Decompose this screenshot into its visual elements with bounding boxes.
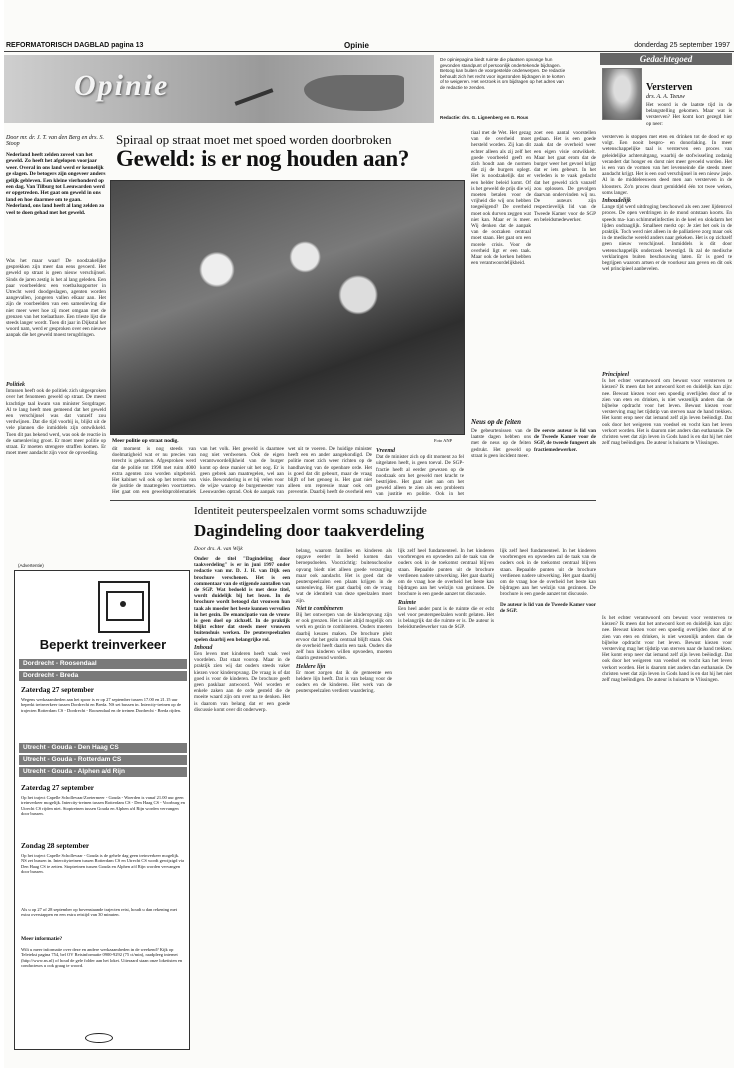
article2-sub-ruimte: Ruimte xyxy=(398,599,417,606)
ad-title: Beperkt treinverkeer xyxy=(39,637,167,652)
article1-col3 xyxy=(112,446,196,496)
banner-word: Opinie xyxy=(74,69,170,102)
article2-col3 xyxy=(398,548,494,1050)
ad-day-saturday: Zaterdag 27 september xyxy=(21,685,95,694)
article1-sub-politiek: Politiek xyxy=(6,382,25,388)
newspaper-page xyxy=(4,0,734,1068)
article2-col1 xyxy=(194,556,290,1050)
sidebar-col3 xyxy=(602,615,732,1050)
article2-sub-inhoud: Inhoud xyxy=(194,644,213,651)
opinie-infobox xyxy=(438,55,568,123)
ad-day-sunday: Zondag 28 september xyxy=(21,841,90,850)
article1-col2-text: Intussen heeft ook de politiek zich uitgesproken over het fenomeen geweld op straat. De meest krachtige taal kwam van minister Sorgdrager. Al te lang heeft men gemeend dat het geweld een verschijnsel was dat vanzelf zou verdwijnen. Dat die tijd voorbij is, blijkt uit de vele plannen die inmiddels zijn ontwikkeld. Toen dit pas bekend werd, was ook de reactie in de samenleving groot. Er moet meer politie op straat. Er moeten strengere straffen komen. Er moet meer aandacht zijn voor de opvoeding. xyxy=(6,388,106,457)
ad-text-1: Wegens werkzaamheden aan het spoor is er op 27 september tussen 17.00 en 21.15 uur beperkt treinverkeer tussen Dordrecht en Breda. NS set bussen in. Intercity-treinen op de trajecten Rotterdam CS - Dordrecht - Roosendaal en de treinen Dordrecht - Breda rijden. xyxy=(21,697,181,713)
page-header xyxy=(4,40,734,52)
article2-col2 xyxy=(296,548,392,1050)
ad-route-dordrecht-roosendaal: Dordrecht - Roosendaal xyxy=(19,659,187,669)
ad-text-2: Op het traject Capelle Schollevaar/Zoetermeer - Gouda - Woerden is vanaf 21.00 uur geen treinverkeer mogelijk. Intercity-treinen tussen Rotterdam CS - Den Haag CS - Voorburg en Utrecht CS rijden niet. Stoptreinen tussen Gouda en Alphen a/d Rijn worden vervangen door bussen. xyxy=(21,795,185,817)
article2-col1-text: Onder de titel "Dagindeling door taakverdeling" is er in juni 1997 onder redactie van mr. D. J. H. van Dijk een brochure verschenen. Het is een commentaar van de stijgende aantallen van de SGP. Wat bedoeld is met deze titel, wordt duidelijk bij het lezen. In de brochure wordt betoogd dat vrouwen hun taak als moeder het beste kunnen vervullen in het gezin. De emancipatie van de vrouw is geen doel op zichzelf. In de praktijk blijkt echter dat steeds meer vrouwen buitenshuis werken. De peuterspeelzalen spelen daarbij een belangrijke rol. xyxy=(194,556,290,643)
article1-col7: tiaal met de Wet. Het gezag van de overheid moet hersteld worden. Zij kan dit echter alleen als zij zelf het goede voorbeeld geeft en zich houdt aan de normen die zij de burgers oplegt. Het is noodzakelijk dat er een helder beleid komt. Of is het geweld de prijs die wij moeten betalen voor de vrijheid die wij ons hebben toegeëigend? De overheid moet ook durven zeggen wat niet kan. Maar er is meer. Wij denken dat de aanpak van de oorzaken centraal moet staan. Het gaat om een morele crisis. Voor de overheid ligt er een taak. Maar ook de kerken hebben een verantwoordelijkheid. xyxy=(471,130,531,267)
article1-lead: Nederland heeft zelden zoveel van het geweld. Zo heeft het afgelopen voorjaar weer. Overal in ons land werd er kennelijk ge slagen. De betogers zijn ongeveer anders gelijk gebleven. Een kleine vierhonderd op een dag. Van Tilburg tot Leeuwarden werd er opgetreden. Het gaat om geweld in ons land en hoe daarmee om te gaan. Nederland, ons land heeft al lang zelden zo veel te doen gehad met het geweld. xyxy=(6,152,106,216)
article1-col5: van het volk. Het geweld is daarmee nog niet verdwenen. Ook de eigen verantwoordelijkheid van de burger komt op deze manier uit het oog. Er is geen gebrek aan maatregelen, wel aan visie. Bewondering is er bij velen voor de wijze waarop de burgemeester van Leeuwarden optrad. Ook de aanpak van xyxy=(200,446,284,496)
article1-col8: zoet een aantal voorstellen gedaan. Het is een goede zaak dat de overheid weer een eigen visie ontwikkelt. Maar het gaat erom dat de burger weer het gevoel krijgt dat er iets gebeurt. In het verleden is te vaak gedacht dat het geweld zich vanzelf zou oplossen. De gevolgen daarvan ondervinden wij nu. De auteurs zijn respectievelijk lid van de Tweede Kamer voor de SGP en beleidsmedewerker. xyxy=(534,130,596,223)
author-portrait xyxy=(602,68,642,120)
article2-col6b-text: lijk zelf heel fundamenteel. In het kinderen voorbrengen en opvoeden zal de taak van de ouders ook in de toekomst centraal blijven staan. Bepaalde punten uit de brochure verdienen nadere uitwerking. Het gaat daarbij om de vraag hoe de overheid het beste kan bijdragen aan het welzijn van gezinnen. De brochure is een goede aanzet tot discussie. xyxy=(500,548,596,598)
article2-col3-text: belang, waarom families en kinderen als opgave eerder in beeld komen dan beroepsdoelen. Voorzichtig: buitenschoolse opvang biedt niet alleen goede verzorging maar ook aandacht. Het is goed dat de peuterspeelzalen een plaats krijgen in de samenleving. Het gaat daarbij om de vraag wat de identiteit van deze speelzalen moet zijn. xyxy=(296,548,392,604)
ad-route-dordrecht-breda: Dordrecht - Breda xyxy=(19,671,187,681)
article-divider xyxy=(110,500,596,501)
article1-headline: Geweld: is er nog houden aan? xyxy=(116,146,410,171)
sidebar-sub-inhoudelijk: Inhoudelijk xyxy=(602,198,632,205)
article2-col4-text: Bij het ontwerpen van de kinderopvang zijn er ook grenzen. Het is niet altijd mogelijk om werk en gezin te combineren. Ouders moeten daarbij keuzes maken. De brochure pleit ervoor dat het gezin centraal blijft staan. Ook de overheid heeft daarin een taak. Ouders die zelf hun kinderen willen opvoeden, moeten daarin gesteund worden. xyxy=(296,612,392,662)
photo-caption: Meer politie op straat nodig. xyxy=(112,438,179,444)
article2-col5-text: Er moet zorgen dat ik de gemeente een heldere lijn heeft. Dat is van belang voor de ouders en de kinderen. Het werk van de peuterspeelzalen verdient waardering. xyxy=(296,669,392,695)
article1-col6: wet uit te voeren. De huidige minister heeft een en ander aangekondigd. De politie moet zich weer richten op de handhaving van de openbare orde. Het is goed dat dit gebeurt, maar de vraag blijft of het genoeg is. Het gaat niet alleen om repressie maar ook om preventie. Daarbij heeft de overheid een xyxy=(288,446,372,496)
ad-route-utrecht-alphen: Utrecht - Gouda - Alphen a/d Rijn xyxy=(19,767,187,777)
header-left: REFORMATORISCH DAGBLAD pagina 13 xyxy=(6,42,144,49)
sidebar-intro: Het woord is de laatste tijd in de belangstelling gekomen. Maar wat is versterven? Het komt kort gezegd hier op neer: xyxy=(646,102,732,127)
article1-col4-text: Dat de minister zich op dit moment zo fel uitgelaten heeft, is geen toeval. De SGP-fractie heeft al eerder gewezen op de noodzaak om het geweld met kracht te bestrijden. Het gaat niet aan om het geweld alleen te zien als een probleem van justitie en politie. Ook in het xyxy=(376,454,464,496)
article1-col-neus: De gebeurtenissen van de laatste dagen hebben ons met de neus op de feiten gedrukt. Het geweld op straat is geen incident meer. xyxy=(471,428,531,459)
sidebar-col2-text: Lange tijd werd uitdroging beschouwd als een zeer lijdensvol proces. De open verdringen in de mond ontstaan koorts. En speeds ma- kan schimmelinfecties in de keel en slokdarm het lijden ondraaglijk. Smalheet merkt op: Je ziet het ook in de praktijk. Toch werd niet alleen in de palliatieve zorg maar ook in de medische wereld anders naar gekeken. Het is op zichzelf geen nieuw verschijnsel. Inmiddels is dit door wetenschappelijk onderzoek bevestigd. Ik zal de medische verklaringen buiten beschouwing laten. Er is goed te begrijpen waarom artsen er de voorkeur aan geven en dit ook wel principieel aanbevelen. xyxy=(602,204,732,273)
article2-col6-text: lijk zelf heel fundamenteel. In het kinderen voorbrengen en opvoeden zal de taak van de ouders ook in de toekomst centraal blijven staan. Bepaalde punten uit de brochure verdienen nadere uitwerking. Het gaat daarbij om de vraag hoe de overheid het beste kan bijdragen aan het welzijn van gezinnen. De brochure is een goede aanzet tot discussie. xyxy=(398,548,494,598)
ns-logo-icon xyxy=(85,1033,113,1043)
sidebar-header: Gedachtegoed xyxy=(600,53,732,65)
article1-col4 xyxy=(376,446,464,496)
sidebar-col3-text: Is het echter verantwoord om bewust voor versterven te kiezen? Ik meen dat het antwoord kort en duidelijk kan zijn: nee. Bewust kiezen voor een spoedig overlijden door af te zien van eten en drinken, is niet wezenlijk anders dan de bijbelse opdracht voor het leven. Bewust kiezen voor versterving mag het tijdstip van sterven naar de hand trekken. Het komt erop neer dat iemand zelf zijn leven beëindigt. Dat ook door het weigeren van voedsel en vocht kan het leven verkort worden. Het is daarom niet anders dan euthanasie. De christen weet dat zijn leven in Gods hand is en dat hij het niet zelf mag beëindigen. De auteur is huisarts te Vlissingen. xyxy=(602,378,732,447)
infobox-redactie: Redactie: drs. G. Lignenberg en G. Rous xyxy=(440,115,529,121)
article2-sub-combineren: Niet te combineren xyxy=(296,605,343,612)
article2-headline: Dagindeling door taakverdeling xyxy=(194,521,425,540)
article2-col2-text: Een leven met kinderen heeft vaak veel voordelen. Dat staat voorop. Maar in de praktijk zien wij dat ouders steeds vaker kiezen voor kinderopvang. De vraag is of dat goed is voor de kinderen. De brochure geeft geen pasklaar antwoord. Wel worden er enkele zaken aan de orde gesteld die de moeite waard zijn om over na te denken. Het is daarom van belang dat er een goede discussie komt over dit onderwerp. xyxy=(194,651,290,713)
article2-col4 xyxy=(500,548,596,1050)
article1-byline: Door mr. dr. J. T. van den Berg en drs. S. Stoop xyxy=(6,135,104,147)
article1-sub-neus: Neus op de feiten xyxy=(471,418,521,426)
advertisement-label: (Advertentie) xyxy=(18,563,44,568)
police-photo xyxy=(110,180,465,435)
ns-advertisement xyxy=(14,570,190,1050)
article1-closing: De eerste auteur is lid van de Tweede Kamer voor de SGP, de tweede fungeert als fractiemedewerker. xyxy=(534,428,596,453)
infobox-text: De opiniepagina biedt ruimte die plaatsen opvange hun gevonden standpunt of persoonlijk ondertekende bijdragen. Betoog kan buiten de voorgestelde onderwerpen. De redactie behoudt zich het recht voor ingezonden bijdragen in te korten of te weigeren. Het verzoek is om bijdragen op het adres van de redactie te zenden. xyxy=(440,57,566,90)
sidebar-col1 xyxy=(602,134,732,366)
article1-sub-vreemd: Vreemd xyxy=(376,448,395,454)
article2-sub-heldere-lijn: Heldere lijn xyxy=(296,663,326,670)
sidebar-author: drs. A. A. Teeuw xyxy=(646,94,685,100)
hand-image xyxy=(304,75,404,111)
header-section: Opinie xyxy=(344,41,369,50)
article2-byline: Door drs. A. van Wijk xyxy=(194,546,243,552)
ad-more-info-title: Meer informatie? xyxy=(21,936,63,942)
opinie-banner xyxy=(4,55,434,123)
article1-col1: Was het maar waar! De noodzakelijke gesprekken zijn meer dan eens gevoerd. Het geweld op straat is geen nieuw verschijnsel. Sinds de jaren zestig is het al lang geleden. Een paar voorbeelden: een voetbalsupporter in Utrecht werd doodgeslagen, agenten worden aangevallen, jongeren vallen elkaar aan. Het zijn de voorbeelden van een samenleving die niet meer weet hoe zij moet omgaan met de grenzen van het toelaatbare. Een trieste lijst die steeds langer wordt. Toen dit jaar in Dijkstal het woord nam, werd er gesproken over een nieuwe aanpak die het geweld moest terugdringen. xyxy=(6,258,106,339)
photo-credit: Foto ANP xyxy=(434,438,453,443)
sidebar-col3b-text: Is het echter verantwoord om bewust voor versterven te kiezen? Ik meen dat het antwoord kort en duidelijk kan zijn: nee. Bewust kiezen voor een spoedig overlijden door af te zien van eten en drinken, is niet wezenlijk anders dan de bijbelse opdracht voor het leven. Bewust kiezen voor versterving mag het tijdstip van sterven naar de hand trekken. Het komt erop neer dat iemand zelf zijn leven beëindigt. Dat ook door het weigeren van voedsel en vocht kan het leven verkort worden. Het is daarom niet anders dan euthanasie. De christen weet dat zijn leven in Gods hand is en dat hij het niet zelf mag beëindigen. De auteur is huisarts te Vlissingen. xyxy=(602,615,732,684)
sidebar-col1-text: versterven is stoppen met eten en drinken tot de dood er op volgt. Een nooit bespro- en donorlaking. In meer wetenschappelijke taal is versterven een proces van geleidelijke achteruitgang, waarbij de stofwisseling zodanig verandert dat honger en dorst niet meer gevoeld worden. Het is een van de vormen van het levenseinde die steeds meer aandacht krijgt. Het is een oud verschijnsel in een nieuw jasje. Al in de middeleeuwen deed men aan versterven in de kloosters. Zo'n proces duurt gemiddeld één tot twee weken, soms langer. xyxy=(602,134,732,196)
article2-col7-text: Een heel ander punt is de ruimte die er echt wel voor peuterspeelzalen wordt gelaten. Het is belangrijk dat die ruimte er is. De auteur is beleidsmedewerker van de SGP. xyxy=(398,605,494,631)
ad-day-saturday-2: Zaterdag 27 september xyxy=(21,783,95,792)
ad-text-4: Als u op 27 of 28 september op bovenstaande trajecten reist, houdt u dan rekening met extra overstappen en een extra reistijd van 30 minuten. xyxy=(21,907,177,918)
ad-text-5: Wilt u meer informatie over deze en andere werkzaamheden in de weekend? Kijk op Teletekst pagina 754, bel OV Reisinformatie 0900-9292 (75 ct/min), raadpleeg internet (http://www.ns.nl) of houd de gele folder aan het loket. Uiteraard staan onze loketisten en conducteurs u ook graag te woord. xyxy=(21,947,183,969)
header-date: donderdag 25 september 1997 xyxy=(634,42,730,49)
ad-route-utrecht-rotterdam: Utrecht - Gouda - Rotterdam CS xyxy=(19,755,187,765)
article1-col3-text: dit moment is nog steeds van doelmatigheid wat er nu precies van terecht is gekomen. Afgesproken werd dat de politie tot 1998 met ruim 4000 extra agenten zou worden uitgebreid. Het kabinet wil ook op het terrein van de justitie de maatregelen voortzetten. Het gaat om een geweldsproblematiek xyxy=(112,446,196,496)
article1-col2 xyxy=(6,380,106,555)
ad-route-utrecht-denhaag: Utrecht - Gouda - Den Haag CS xyxy=(19,743,187,753)
sidebar-title: Versterven xyxy=(646,82,693,93)
article1-kicker: Spiraal op straat moet met spoed worden doorbroken xyxy=(116,132,392,147)
ad-illustration-icon xyxy=(98,581,150,633)
ad-text-3: Op het traject Capelle Schollevaar - Gouda is de gehele dag geen treinverkeer mogelijk. NS zet bussen in. Intercitytreinen tussen Rotterdam CS en Utrecht CS wordt gewijzigd via Den Haag CS te zetten. Stoptreinen tussen Gouda en Alphen a/d Rijn worden vervangen door bussen. xyxy=(21,853,184,875)
sidebar-sub-principieel: Principieel xyxy=(602,372,629,378)
article2-closing: De auteur is lid van de Tweede Kamer voor de SGP. xyxy=(500,601,596,614)
microphone-image xyxy=(235,88,274,105)
article2-kicker: Identiteit peuterspeelzalen vormt soms schaduwzijde xyxy=(194,505,427,517)
sidebar-col2 xyxy=(602,370,732,610)
